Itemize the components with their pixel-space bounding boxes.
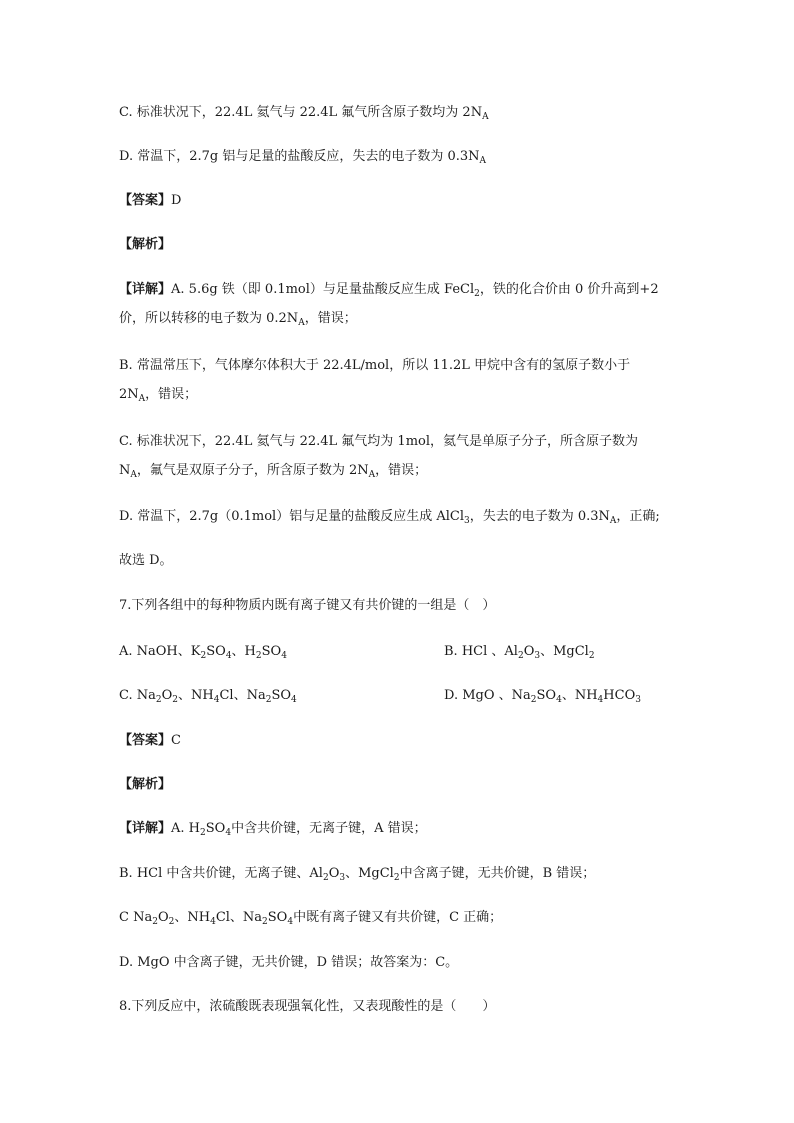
q7-detail-c: C $Na_2O_2$、$NH_4Cl$、$Na_2SO_4$中既有离子键又有共价键，C 正确； <box>119 910 503 927</box>
q7-option-b: B. HCl 、$Al_2O_3$、MgCl$_2$ <box>444 644 595 661</box>
q6-detail-a-line2: 价，所以转移的电子数为 $0.2N_A$，错误； <box>119 311 357 328</box>
q7-option-d: D. MgO 、$Na_2SO_4$、$NH_4HCO_3$ <box>444 688 641 705</box>
q6-analysis-heading: 【解析】 <box>119 237 172 252</box>
q6-detail-b-line2: $2N_A$，错误； <box>119 387 198 404</box>
q6-detail-c-line2: $N_A$，氟气是双原子分子，所含原子数为 $2N_A$，错误； <box>119 463 428 480</box>
q7-analysis-heading: 【解析】 <box>119 777 172 792</box>
q6-answer: 【答案】D <box>119 193 182 208</box>
q7-option-a: A. NaOH、$K_2SO_4$、$H_2SO_4$ <box>119 644 287 661</box>
q6-option-d: D. 常温下，2.7g 铝与足量的盐酸反应，失去的电子数为 $0.3N_A$ <box>119 149 487 166</box>
q7-question: 7.下列各组中的每种物质内既有离子键又有共价键的一组是（ ） <box>119 598 496 613</box>
q6-option-c: C. 标准状况下，22.4L 氦气与 22.4L 氟气所含原子数均为 $2N_A$ <box>119 105 489 122</box>
q7-detail-b: B. HCl 中含共价键，无离子键、$Al_2O_3$、MgCl$_2$中含离子键，无共价键，B 错误； <box>119 866 596 883</box>
q7-detail-d: D. MgO 中含离子键，无共价键，D 错误；故答案为：C。 <box>119 955 459 970</box>
q8-question: 8.下列反应中，浓硫酸既表现强氧化性，又表现酸性的是（ ） <box>119 999 496 1014</box>
q7-option-c: C. $Na_2O_2$、$NH_4Cl$、$Na_2SO_4$ <box>119 688 297 705</box>
q7-detail-a: 【详解】A. $H_2SO_4$中含共价键，无离子键，A 错误； <box>119 821 427 838</box>
q7-answer: 【答案】C <box>119 733 181 748</box>
q6-conclusion: 故选 D。 <box>119 553 173 568</box>
q6-detail-a-line1: 【详解】A. 5.6g 铁（即 0.1mol）与足量盐酸反应生成 FeCl$_2$，铁的化合价由 0 价升高到+2 <box>119 282 659 299</box>
q6-detail-b-line1: B. 常温常压下，气体摩尔体积大于 22.4L/mol，所以 11.2L 甲烷中含有的氢原子数小于 <box>119 358 631 373</box>
q6-detail-c-line1: C. 标准状况下，22.4L 氦气与 22.4L 氟气均为 1mol，氦气是单原子分子，所含原子数为 <box>119 434 639 449</box>
q6-detail-d: D. 常温下，2.7g（0.1mol）铝与足量的盐酸反应生成 AlCl$_3$，失去的电子数为 $0.3N_A$，正确; <box>119 509 660 526</box>
